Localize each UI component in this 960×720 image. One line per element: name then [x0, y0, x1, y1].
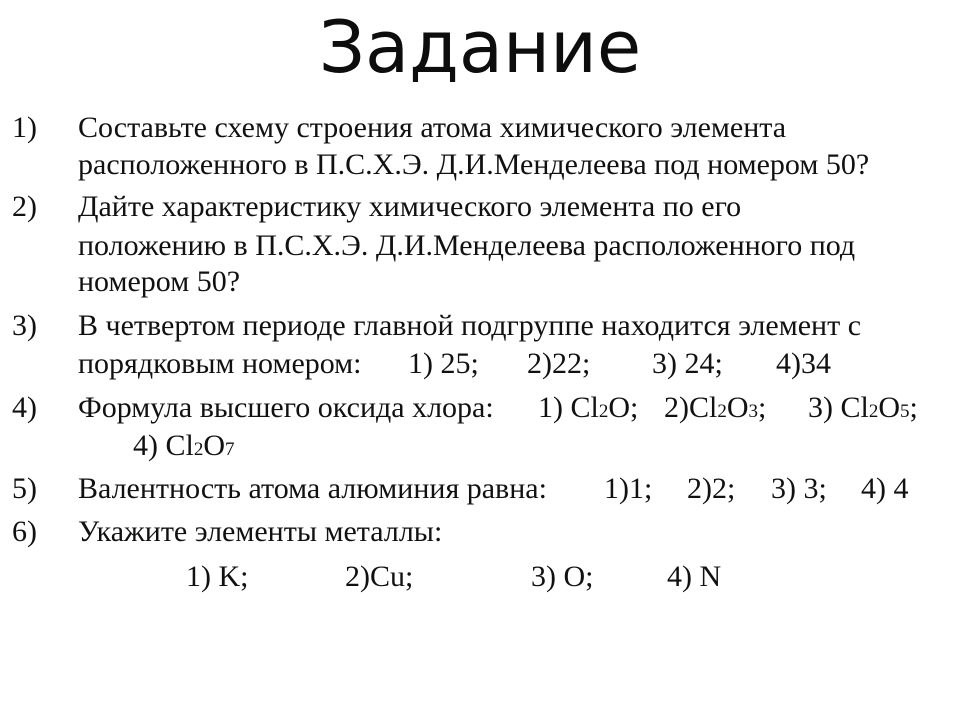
answer-option: 1) K; — [186, 560, 249, 593]
answer-option: 2)2; — [687, 472, 736, 505]
answer-option: 3) 3; — [771, 472, 827, 505]
answer-option: 2)Cu; — [345, 560, 414, 593]
task-text-line: Составьте схему строения атома химического элемента — [78, 111, 787, 144]
task-question: порядковым номером: — [78, 347, 362, 380]
answer-option: 3) 24; — [652, 347, 723, 380]
answer-option: 1) 25; — [408, 347, 479, 380]
task-number: 6) — [12, 515, 37, 548]
task-number: 5) — [12, 472, 37, 505]
answer-option: 2)Cl2O3; — [664, 391, 767, 424]
answer-option: 4)34 — [776, 347, 831, 380]
task-question: Формула высшего оксида хлора: — [78, 391, 494, 424]
task-number: 4) — [12, 391, 37, 424]
answer-option: 3) Cl2O5; — [808, 391, 918, 424]
answer-option: 3) O; — [531, 560, 594, 593]
task-question: Валентность атома алюминия равна: — [78, 472, 547, 505]
task-number: 1) — [12, 111, 37, 144]
task-text-line: номером 50? — [78, 265, 241, 298]
task-text-line: расположенного в П.С.Х.Э. Д.И.Менделеева под номером 50? — [78, 148, 870, 181]
answer-option: 4) N — [667, 560, 722, 593]
answer-option: 1) Cl2O; — [538, 391, 639, 424]
page-title: Задание — [318, 5, 642, 89]
task-number: 2) — [12, 190, 37, 223]
answer-option: 4) Cl2O7 — [133, 429, 235, 462]
task-text-line: положению в П.С.Х.Э. Д.И.Менделеева расположенного под — [78, 229, 856, 262]
answer-option: 2)22; — [527, 347, 591, 380]
task-text-line: В четвертом периоде главной подгруппе находится элемент с — [78, 309, 862, 342]
answer-option: 1)1; — [604, 472, 653, 505]
answer-option: 4) 4 — [861, 472, 909, 505]
task-question: Укажите элементы металлы: — [78, 515, 443, 548]
task-number: 3) — [12, 309, 37, 342]
task-text-line: Дайте характеристику химического элемента по его — [78, 190, 742, 223]
